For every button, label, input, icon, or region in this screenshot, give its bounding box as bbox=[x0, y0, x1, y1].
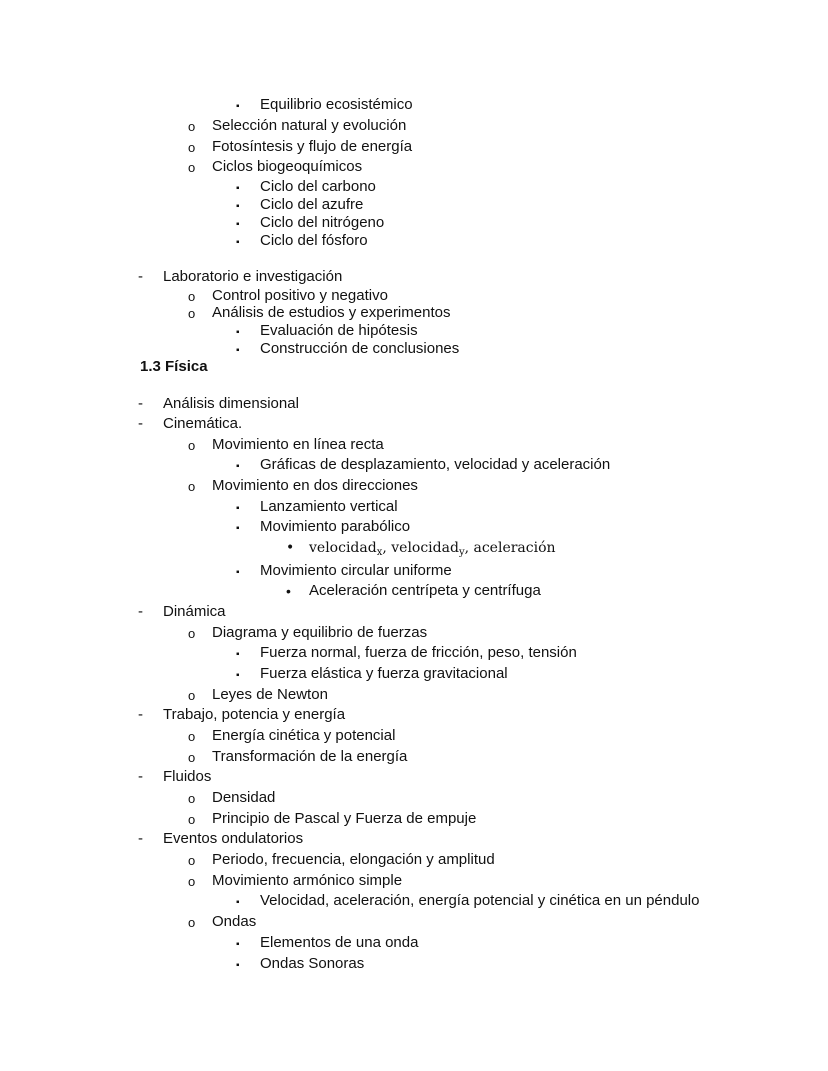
list-item bbox=[138, 706, 346, 724]
list-item bbox=[188, 138, 413, 156]
square-bullet-icon: ▪ bbox=[236, 327, 240, 338]
dot-bullet-icon: • bbox=[286, 583, 291, 599]
list-item bbox=[236, 665, 508, 683]
dot-bullet-icon: • bbox=[286, 540, 295, 556]
list-item bbox=[188, 158, 363, 176]
list-item-text: Construcción de conclusiones bbox=[260, 340, 460, 357]
circle-bullet-icon: o bbox=[188, 160, 196, 175]
list-item bbox=[188, 913, 257, 931]
square-bullet-icon: ▪ bbox=[236, 219, 240, 230]
list-item-text: Ciclo del azufre bbox=[260, 196, 364, 213]
list-item bbox=[236, 518, 411, 536]
list-item-text: Laboratorio e investigación bbox=[163, 268, 343, 285]
circle-bullet-icon: o bbox=[188, 479, 196, 494]
square-bullet-icon: ▪ bbox=[236, 897, 240, 908]
square-bullet-icon: ▪ bbox=[236, 101, 240, 112]
list-item-text: Elementos de una onda bbox=[260, 934, 419, 951]
list-item bbox=[236, 196, 364, 214]
list-item bbox=[236, 562, 452, 580]
list-item-text: Energía cinética y potencial bbox=[212, 727, 396, 744]
formula-text: , velocidad bbox=[382, 540, 459, 556]
dash-bullet-icon: - bbox=[138, 603, 143, 620]
list-item-text: Fotosíntesis y flujo de energía bbox=[212, 138, 413, 155]
dash-bullet-icon: - bbox=[138, 395, 143, 412]
list-item bbox=[236, 322, 418, 340]
list-item-text: Gráficas de desplazamiento, velocidad y aceleración bbox=[260, 456, 611, 473]
circle-bullet-icon: o bbox=[188, 915, 196, 930]
square-bullet-icon: ▪ bbox=[236, 461, 240, 472]
formula-subscript: y bbox=[458, 547, 465, 558]
list-item bbox=[286, 582, 541, 600]
list-item-text: Ciclo del fósforo bbox=[260, 232, 368, 249]
formula-item bbox=[286, 539, 556, 558]
list-item bbox=[236, 214, 385, 232]
circle-bullet-icon: o bbox=[188, 688, 196, 703]
dash-bullet-icon: - bbox=[138, 706, 143, 723]
square-bullet-icon: ▪ bbox=[236, 201, 240, 212]
formula-text: , aceleración bbox=[464, 540, 556, 556]
list-item bbox=[188, 810, 477, 828]
list-item bbox=[236, 934, 419, 952]
list-item bbox=[188, 624, 428, 642]
circle-bullet-icon: o bbox=[188, 119, 196, 134]
square-bullet-icon: ▪ bbox=[236, 523, 240, 534]
list-item-text: Análisis dimensional bbox=[163, 395, 299, 412]
circle-bullet-icon: o bbox=[188, 729, 196, 744]
circle-bullet-icon: o bbox=[188, 791, 196, 806]
list-item bbox=[236, 456, 611, 474]
list-item bbox=[236, 340, 460, 358]
list-item bbox=[188, 304, 451, 322]
section-heading: 1.3 Física bbox=[140, 358, 208, 375]
list-item-text: Fluidos bbox=[163, 768, 212, 785]
dash-bullet-icon: - bbox=[138, 768, 143, 785]
dash-bullet-icon: - bbox=[138, 415, 143, 432]
list-item bbox=[236, 644, 577, 662]
list-item bbox=[236, 498, 398, 516]
list-item-text: Aceleración centrípeta y centrífuga bbox=[309, 582, 541, 599]
list-item bbox=[188, 727, 396, 745]
square-bullet-icon: ▪ bbox=[236, 567, 240, 578]
list-item bbox=[236, 178, 376, 196]
dash-bullet-icon: - bbox=[138, 830, 143, 847]
circle-bullet-icon: o bbox=[188, 812, 196, 827]
list-item bbox=[138, 768, 212, 786]
square-bullet-icon: ▪ bbox=[236, 670, 240, 681]
list-item-text: Ciclo del carbono bbox=[260, 178, 376, 195]
circle-bullet-icon: o bbox=[188, 874, 196, 889]
list-item bbox=[188, 287, 388, 305]
list-item bbox=[138, 395, 299, 413]
list-item-text: Fuerza elástica y fuerza gravitacional bbox=[260, 665, 508, 682]
list-item bbox=[188, 789, 276, 807]
list-item bbox=[138, 603, 226, 621]
list-item-text: Movimiento armónico simple bbox=[212, 872, 403, 889]
list-item bbox=[188, 748, 408, 766]
list-item-text: Selección natural y evolución bbox=[212, 117, 407, 134]
list-item bbox=[236, 96, 413, 114]
list-item bbox=[188, 117, 407, 135]
square-bullet-icon: ▪ bbox=[236, 939, 240, 950]
list-item-text: Movimiento en dos direcciones bbox=[212, 477, 418, 494]
circle-bullet-icon: o bbox=[188, 626, 196, 641]
list-item-text: Equilibrio ecosistémico bbox=[260, 96, 413, 113]
list-item-text: Periodo, frecuencia, elongación y amplitud bbox=[212, 851, 495, 868]
list-item bbox=[236, 232, 368, 250]
list-item-text: Movimiento parabólico bbox=[260, 518, 411, 535]
formula-subscript: x bbox=[376, 547, 383, 558]
list-item-text: Análisis de estudios y experimentos bbox=[212, 304, 451, 321]
list-item-text: Control positivo y negativo bbox=[212, 287, 388, 304]
list-item-text: Transformación de la energía bbox=[212, 748, 408, 765]
list-item bbox=[138, 415, 243, 433]
list-item bbox=[188, 872, 403, 890]
square-bullet-icon: ▪ bbox=[236, 649, 240, 660]
circle-bullet-icon: o bbox=[188, 438, 196, 453]
dash-bullet-icon: - bbox=[138, 268, 143, 285]
list-item bbox=[188, 477, 418, 495]
list-item-text: Eventos ondulatorios bbox=[163, 830, 304, 847]
list-item-text: Ondas bbox=[212, 913, 257, 930]
square-bullet-icon: ▪ bbox=[236, 237, 240, 248]
list-item bbox=[188, 686, 328, 704]
circle-bullet-icon: o bbox=[188, 140, 196, 155]
list-item-text: Movimiento en línea recta bbox=[212, 436, 384, 453]
square-bullet-icon: ▪ bbox=[236, 345, 240, 356]
list-item bbox=[236, 955, 365, 973]
list-item-text: Dinámica bbox=[163, 603, 226, 620]
square-bullet-icon: ▪ bbox=[236, 183, 240, 194]
list-item-text: Trabajo, potencia y energía bbox=[163, 706, 346, 723]
circle-bullet-icon: o bbox=[188, 750, 196, 765]
list-item bbox=[138, 268, 343, 286]
list-item-text: Velocidad, aceleración, energía potencial y cinética en un péndulo bbox=[260, 892, 700, 909]
list-item-text: Cinemática. bbox=[163, 415, 243, 432]
square-bullet-icon: ▪ bbox=[236, 503, 240, 514]
circle-bullet-icon: o bbox=[188, 289, 196, 304]
list-item-text: Movimiento circular uniforme bbox=[260, 562, 452, 579]
circle-bullet-icon: o bbox=[188, 853, 196, 868]
square-bullet-icon: ▪ bbox=[236, 960, 240, 971]
list-item bbox=[188, 851, 495, 869]
list-item-text: Diagrama y equilibrio de fuerzas bbox=[212, 624, 428, 641]
list-item-text: Leyes de Newton bbox=[212, 686, 328, 703]
list-item-text: Ondas Sonoras bbox=[260, 955, 365, 972]
list-item-text: Densidad bbox=[212, 789, 276, 806]
circle-bullet-icon: o bbox=[188, 306, 196, 321]
list-item-text: Ciclo del nitrógeno bbox=[260, 214, 385, 231]
list-item-text: Principio de Pascal y Fuerza de empuje bbox=[212, 810, 477, 827]
list-item-text: Fuerza normal, fuerza de fricción, peso, tensión bbox=[260, 644, 577, 661]
formula-text: velocidad bbox=[309, 540, 377, 556]
list-item-text: Ciclos biogeoquímicos bbox=[212, 158, 363, 175]
list-item bbox=[188, 436, 384, 454]
list-item-text: Lanzamiento vertical bbox=[260, 498, 398, 515]
list-item bbox=[236, 892, 700, 910]
list-item bbox=[138, 830, 304, 848]
list-item-text: Evaluación de hipótesis bbox=[260, 322, 418, 339]
